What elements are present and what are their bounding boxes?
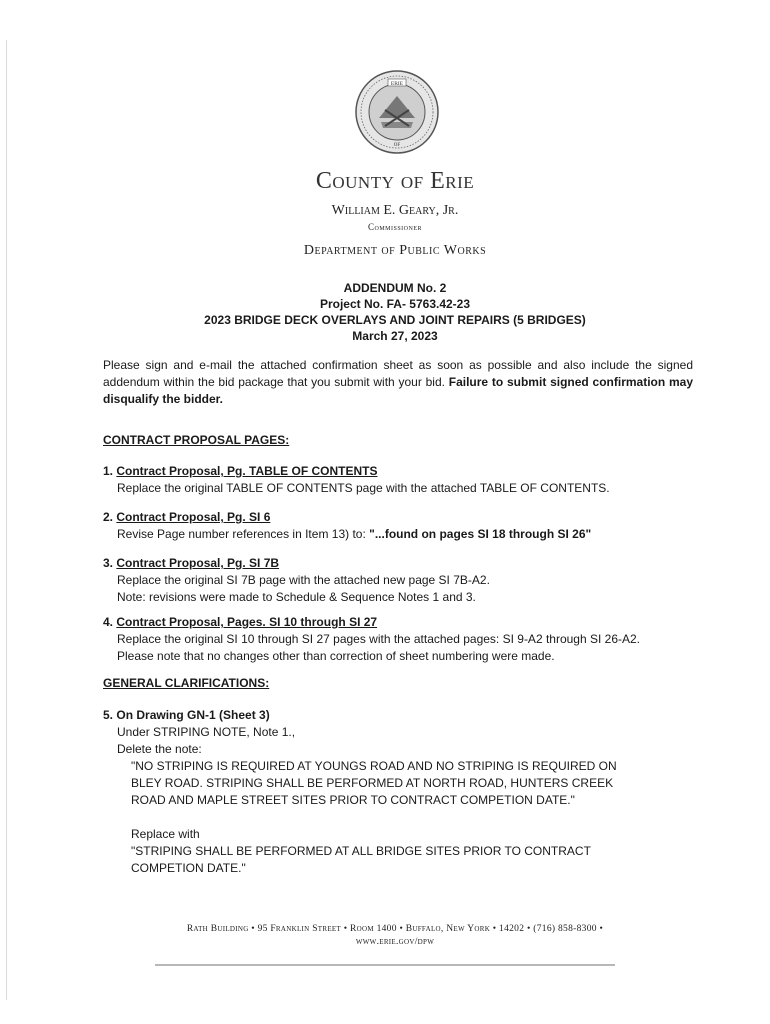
item-text: Replace the original TABLE OF CONTENTS page with the attached TABLE OF CONTENTS.: [117, 481, 610, 495]
item-number: 2.: [103, 510, 114, 524]
replacement-note-line: "STRIPING SHALL BE PERFORMED AT ALL BRIDGE SITES PRIOR TO CONTRACT: [131, 844, 591, 858]
item-number: 4.: [103, 615, 114, 629]
county-name: County of Erie: [315, 168, 475, 194]
item-number: 5.: [103, 708, 114, 722]
item-note: Please note that no changes other than correction of sheet numbering were made.: [117, 649, 555, 663]
intro-text: Please sign and e-mail the attached confirmation sheet as soon as possible and also include the signed addendum within the bid package that you submit with your bid.: [103, 358, 693, 389]
item-number: 1.: [103, 464, 114, 478]
commissioner-title: Commissioner: [367, 222, 422, 232]
intro-paragraph: [103, 357, 693, 408]
list-item: [103, 707, 703, 877]
addendum-date: March 27, 2023: [352, 329, 438, 343]
list-item: [103, 463, 703, 497]
contract-proposal-heading: CONTRACT PROPOSAL PAGES:: [103, 433, 290, 447]
item-heading: On Drawing GN-1 (Sheet 3): [116, 708, 270, 722]
item-text: Replace the original SI 7B page with the attached new page SI 7B-A2.: [117, 573, 490, 587]
project-title: 2023 BRIDGE DECK OVERLAYS AND JOINT REPAIRS (5 BRIDGES): [204, 313, 586, 327]
seal-bottom-text: OF: [393, 143, 401, 148]
seal-top-text: ERIE: [390, 81, 404, 87]
item-heading: Contract Proposal, Pg. SI 6: [116, 510, 271, 524]
item-text: Under STRIPING NOTE, Note 1.,: [117, 725, 296, 739]
item-heading: Contract Proposal, Pg. SI 7B: [116, 556, 280, 570]
item-text-bold: "...found on pages SI 18 through SI 26": [369, 527, 592, 541]
footer-website: www.erie.gov/dpw: [355, 937, 435, 947]
item-number: 3.: [103, 556, 114, 570]
department-name: Department of Public Works: [303, 243, 487, 258]
item-text: Replace the original SI 10 through SI 27 pages with the attached pages: SI 9-A2 through SI 26-A2.: [117, 632, 641, 646]
item-text: Delete the note:: [117, 742, 202, 756]
item-heading: Contract Proposal, Pg. TABLE OF CONTENTS: [116, 464, 378, 478]
project-number: Project No. FA- 5763.42-23: [319, 297, 471, 311]
list-item: [103, 555, 703, 606]
list-item: [103, 614, 703, 665]
footer-address: Rath Building • 95 Franklin Street • Room 1400 • Buffalo, New York • 14202 • (716) 858-8300 •: [186, 924, 604, 934]
quoted-note-line: "NO STRIPING IS REQUIRED AT YOUNGS ROAD AND NO STRIPING IS REQUIRED ON: [131, 759, 617, 773]
list-item: [103, 509, 703, 543]
replace-label: Replace with: [131, 827, 200, 841]
general-clarifications-heading: GENERAL CLARIFICATIONS:: [103, 676, 270, 690]
intro-warning: Failure to submit signed confirmation may disqualify the bidder.: [103, 375, 693, 406]
illegible-file-path-scan: [155, 962, 615, 968]
quoted-note-line: BLEY ROAD. STRIPING SHALL BE PERFORMED AT NORTH ROAD, HUNTERS CREEK: [131, 776, 614, 790]
addendum-number: ADDENDUM No. 2: [343, 281, 447, 295]
item-text: Revise Page number references in Item 13) to:: [117, 527, 370, 541]
county-seal-icon: [355, 70, 439, 154]
commissioner-name: William E. Geary, Jr.: [331, 203, 459, 218]
quoted-note-line: ROAD AND MAPLE STREET SITES PRIOR TO CONTRACT COMPETION DATE.": [131, 793, 575, 807]
item-note: Note: revisions were made to Schedule & Sequence Notes 1 and 3.: [117, 590, 476, 604]
footer-file-path: [0, 962, 770, 970]
item-heading: Contract Proposal, Pages. SI 10 through SI 27: [116, 615, 378, 629]
replacement-note-line: COMPETION DATE.": [131, 861, 246, 875]
